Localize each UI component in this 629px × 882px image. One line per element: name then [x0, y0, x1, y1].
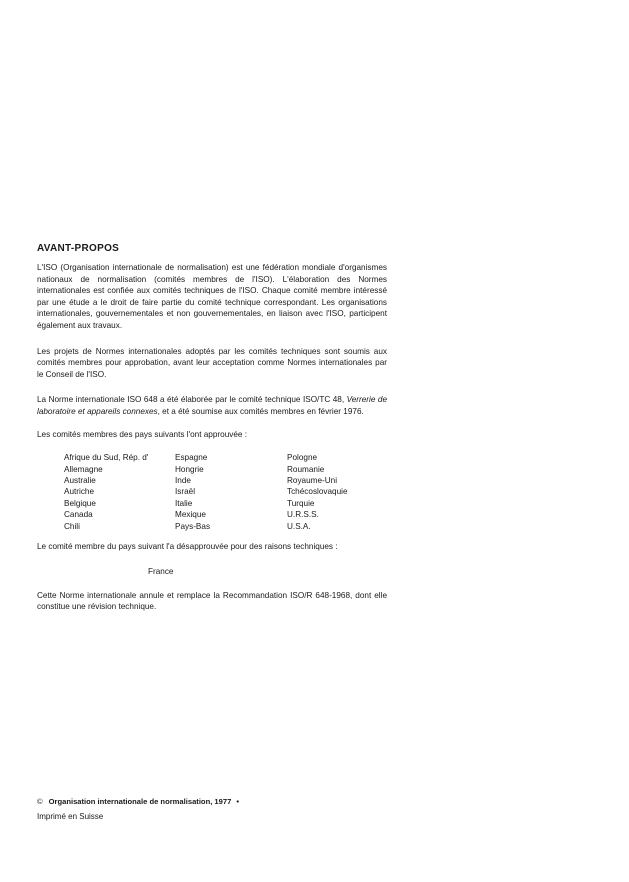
country-item: Mexique — [175, 510, 206, 520]
disapproving-intro: Le comité membre du pays suivant l'a désapprouvée pour des raisons techniques : — [37, 541, 338, 551]
bullet-icon: • — [236, 797, 239, 806]
standard-text-before: La Norme internationale ISO 648 a été élaborée par le comité technique ISO/TC 48, — [37, 395, 347, 405]
approving-countries-list — [64, 452, 387, 532]
document-body — [37, 243, 387, 613]
foreword-paragraph-approval: Les projets de Normes internationales adoptés par les comités techniques sont soumis aux comités membres pour approbation, avant leur acceptation comme Normes internationales par le Conseil de l'ISO. — [37, 346, 387, 379]
approving-intro: Les comités membres des pays suivants l'ont approuvée : — [37, 429, 247, 439]
country-item: Roumanie — [287, 464, 325, 474]
country-item: Turquie — [287, 498, 315, 508]
page-title: AVANT-PROPOS — [37, 243, 120, 254]
copyright-text: Organisation internationale de normalisation, 1977 — [48, 797, 232, 806]
country-item: Australie — [64, 475, 96, 485]
country-item: Pologne — [287, 453, 318, 463]
foreword-paragraph-standard — [37, 394, 387, 417]
copyright-icon: © — [37, 797, 43, 806]
printed-in: Imprimé en Suisse — [37, 812, 104, 821]
country-item: Pays-Bas — [175, 521, 211, 531]
country-item: Israël — [175, 487, 196, 497]
country-item: Belgique — [64, 498, 96, 508]
country-item: Afrique du Sud, Rép. d' — [64, 453, 149, 463]
country-column-2 — [175, 452, 287, 532]
country-item: U.S.A. — [287, 521, 311, 531]
country-item: Royaume-Uni — [287, 475, 338, 485]
country-item: Canada — [64, 510, 93, 520]
country-item: U.R.S.S. — [287, 510, 319, 520]
country-item: Tchécoslovaquie — [287, 487, 348, 497]
committee-title: Verrerie de laboratoire et appareils connexes — [37, 395, 387, 416]
country-item: Inde — [175, 475, 191, 485]
country-column-3 — [287, 452, 387, 532]
country-column-1 — [64, 452, 175, 532]
country-item: Hongrie — [175, 464, 204, 474]
country-item: Italie — [175, 498, 193, 508]
foreword-paragraph-iso: L'ISO (Organisation internationale de normalisation) est une fédération mondiale d'organismes nationaux de normalisation (comités membres de l'ISO). L'élaboration des Normes internationales est confiée aux comités techniques de l'ISO. Chaque comité membre intéressé par une étude a le droit de faire partie du comité technique correspondant. Les organisations internationales, gouvernementales et non gouvernementales, en liaison avec l'ISO, participent également aux travaux. — [37, 263, 387, 330]
standard-text-after: , et a été soumise aux comités membres en février 1976. — [157, 406, 364, 416]
revision-paragraph: Cette Norme internationale annule et remplace la Recommandation ISO/R 648-1968, dont elle constitue une révision technique. — [37, 590, 387, 612]
country-item: Autriche — [64, 487, 95, 497]
country-item: Allemagne — [64, 464, 103, 474]
country-item: Chili — [64, 521, 80, 531]
disapproving-country: France — [148, 566, 174, 576]
country-item: Espagne — [175, 453, 208, 463]
copyright-line — [37, 797, 239, 806]
